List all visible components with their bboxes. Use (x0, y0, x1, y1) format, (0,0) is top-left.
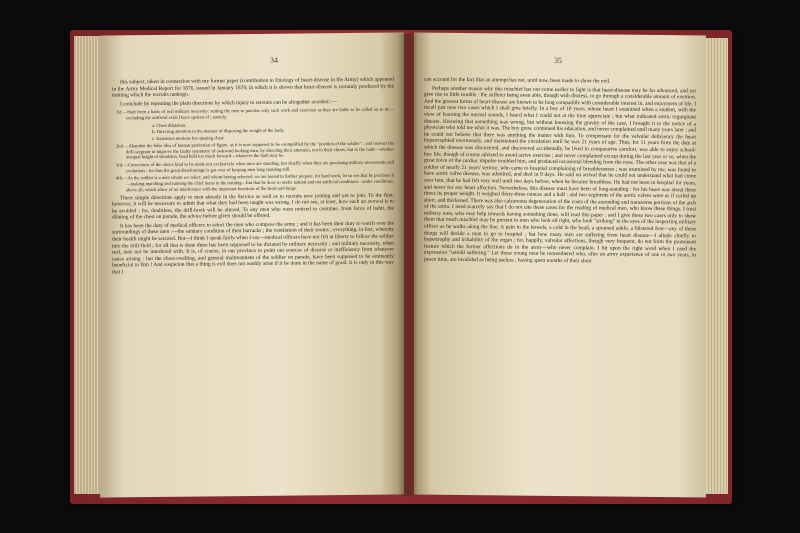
paragraph: It has been the duty of medical officers to select the men who compose the army ; and it has been their duty to watch over the surroundings of these men :—the sanitary condition of their barracks ; the ventilation of their rooms ; everything, in fact, whereby their health might be secured. But—I think I speak fairly when I say—medical officers have not felt at liberty to follow the soldier into the drill-field ; for all that is done there has been supposed to be dictated by military necessity ; and military necessity, when real, may not be interfered with. It is, of course, in our province to point out sources of disease or inefficiency from whatever cause arising : but the chest-swelling, and general maltreatment of the soldier on parade, have been supposed to be eminently beneficial to him ! And suspicion that a thing is evil does not readily arise if it be done in the name of good. It is only in this way that I (112, 220, 394, 276)
book-gutter (398, 34, 418, 496)
paragraph: I conclude by repeating the plain directions by which injury to recruits can be altogether avoided :— (120, 98, 337, 108)
sub-item: a. Chest dilatation. (152, 122, 187, 128)
paragraph: this subject, taken in connection with my former paper (contribution to Etiology of heart-disease in the Army) which appeared in the Army Medical Report for 1876, issued in January 1878; in which it is shown that heart-disease is certainly produced by the training which the recruits undergo. (112, 76, 394, 99)
paragraph: These simple directions apply to men already in the Service as well as to recruits now joining and yet to join. To the first, however, it will be necessary to admit that what they had been taught was wrong. I do not see, at least, how such an avowal is to be avoided : for, doubtless, the drill-book will be altered. To any men who were noticed to continue, from force of habit, the dilating of the chest on parade, the advice before given should be offered. (112, 192, 394, 221)
paragraph: Perhaps another reason why this mischief has not come earlier to light is that heart-disease may be far advanced, and yet give rise to little trouble : the sufferer being even able, though with distress, to go through a considerable amount of exertion. And the gravest forms of heart-disease are known to be long compatible with considerable interest in, and enjoyment of life. I recall just now two cases which I shall give briefly. In a boy of 10 years, whose heart I examined when a student, with the view of learning the normal sounds, I heard what I could not at the time appreciate ; but what indicated aortic regurgitant disease. Knowing that something was wrong, but without knowing the gravity of the case, I brought it to the notice of a physician who told me what it was. The boy grew, continued his education, and never complained until many years later : and he could not believe that there was anything the matter with him. To compensate for the valvular deficiency the heart hypertrophied enormously, and maintained the circulation until he was 21 years of age. Thus, for 11 years from the date at which the disease was discovered, and discovered accidentally, he lived in comparative comfort, was able to enjoy school-boy life, though of course advised to avoid active exercise ; and never complained except during the last year or so, when the great force of the cardiac impulse troubled him, and produced occasional bleeding from the nose. The other case was that of a soldier of nearly 21 years' service, who came to hospital complaining of breathlessness ; was examined by me, was found to have aortic valve disease, was admitted, and died in 9 days. He said on arrival that he could not understand what had come over him, that he had felt very well until two days before, when he became breathless. He had not been in hospital for years, and never for any heart affection. Nevertheless, this disease must have been of long-standing : for his heart was about three times its proper weight. It weighed thirty-three ounces and a half : and two segments of the aortic valves were as if curled up short, and thickened. There was also calcareous degeneration of the coats of the ascending and transverse portions of the arch of the aorta. I need scarcely say that I do not cite these cases for the reading of medical men, who know these things. I trust military men, who may help towards having something done, will read this paper : and I give these two cases only to show them that much mischief may be present in men who look all right, who look "striking" in the eyes of the inspecting military officer as he walks along the line. A pain in the bowels, a cold in the head, a sprained ankle, a blistered foot—any of these things will decide a man to go to hospital ; but how many men are suffering from heart disease—I allude chiefly to hypertrophy and irritability of the organ ; for, happily, valvular affections, though very frequent, do not form the prominent feature which the former affections do in the army—who never complain. I hit upon the right word when I used the expression "untold suffering." Let those young men be remembered who, after an army experience of one or two years, in peace time, are invalided as being useless ; having spent months of their short (424, 85, 696, 265)
page-number-left: 34 (270, 55, 278, 65)
page-number-right: 35 (554, 55, 562, 66)
left-page-text (112, 77, 394, 279)
sub-item: b. Directing attention to the manner of disposing the weight of the body. (152, 128, 285, 135)
paragraph: can account for the fact that an attempt has not, until now, been made to show the evil. (424, 76, 611, 85)
right-page-text (424, 77, 696, 268)
direction-item: 1st.—Start from a basis of real military necessity: suiting the men to practise only such work and exercises as they are liable to be called on to do—excluding the artificial evils I have spoken of ; namely, (116, 106, 394, 121)
sub-item: c. Extension motions for opening chest. (152, 135, 225, 142)
direction-item: 4th.—As the soldier is a man whom we select, and whom having selected, we are bound to further prepare, for hard work, let us see that he practises it—making marching and running the chief items in the training—but that he does so under natural and not artificial conditions : under conditions, above all, which allow of no interference with the important functions of the heart and lungs. (116, 172, 394, 193)
direction-item: 2nd.—Abandon the false idea of human perfection of figure, as it is now supposed to be exemplified by the "position of the soldier" : and instruct the drill-sergeant to improve the faulty symmetry of awkward looking men, by directing their attention, not to their chests, but to the fault—whether unequal height of shoulders, head held too much forward—whatever the fault may be. (116, 140, 394, 160)
left-page (100, 32, 404, 497)
direction-item: 3rd.—Corrections of the above kind to be made not exclusively when men are standing, but chiefly when they are practising military movements and evolutions : for thus the great disadvantage is got over of keeping men long standing still. (116, 159, 394, 174)
left-page-edges (74, 36, 102, 494)
right-page (414, 32, 706, 497)
